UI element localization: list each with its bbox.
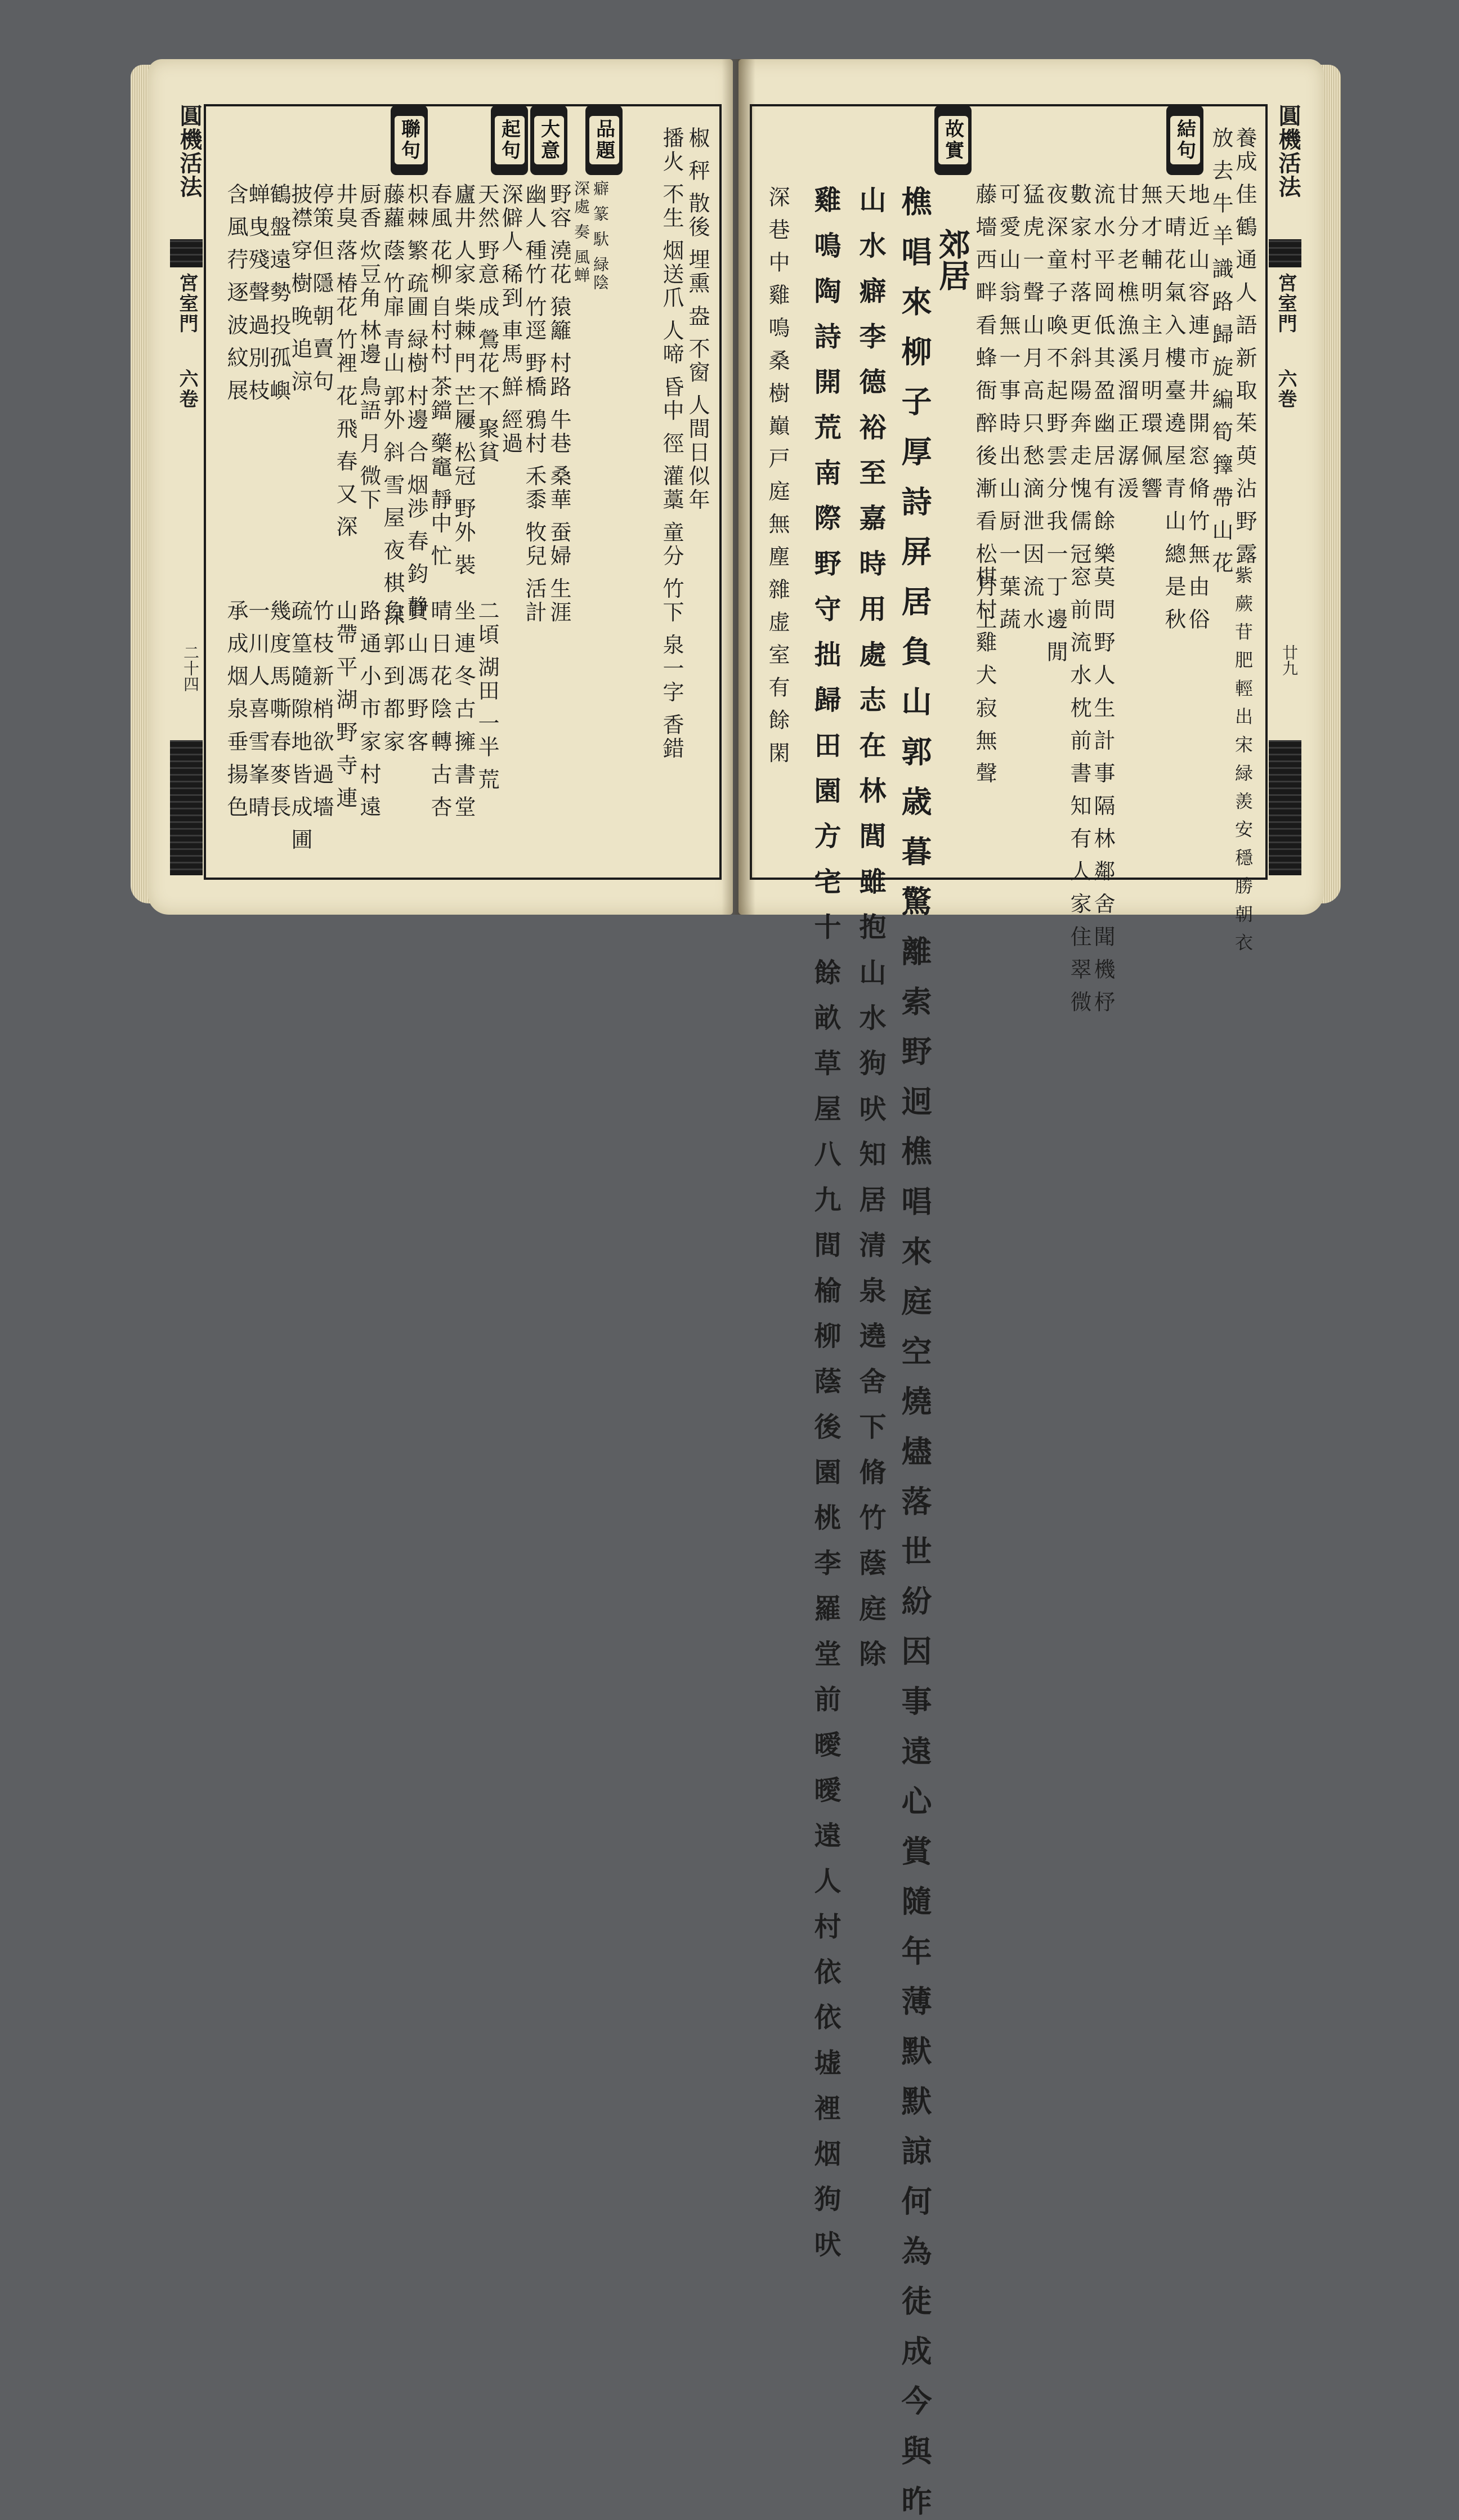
qiju-col-9: 二頃 湖田 一半 荒 — [475, 599, 499, 793]
right-black-bar-top — [1269, 239, 1301, 267]
gushi-col-4: 深 巷 中 雞 鳴 桑 樹 巔 戸 庭 無 塵 雜 虚 室 有 餘 閑 — [765, 186, 790, 766]
verse-col-11: 可 愛 山 翁 無 一 事 時 出 山 厨 一 葉 蔬 — [996, 183, 1021, 632]
lianju-col-1: 停策 但 隱 朝 賣 句 — [309, 183, 334, 394]
right-margin-band — [1269, 104, 1301, 878]
verse-col-14: 窓 前 流 水 枕 前 書 知 有 人 家 住 翠 微 — [1067, 566, 1091, 1015]
gushi-col-1: 樵 唱 來 柳 子 厚 詩 屏 居 負 山 郭 歳 暮 驚 離 索 野 迥 樵 唱 來 庭 空 燒 燼 落 世 紛 因 事 遠 心 賞 隨 年 薄 默 默 諒 何 為 徒 成 今 與 昨 — [897, 186, 933, 2520]
qiju-col-7: 厨香 炊豆角 林邊 鳥語 月 微下 — [356, 183, 381, 512]
left-book-title: 圓機活法 — [176, 104, 203, 199]
qiju-col-3: 廬井 人家 柴棘 門 芒屨 松冠 野外 裝 — [451, 183, 476, 578]
left-black-bar-bottom — [170, 740, 203, 875]
verse-col-3: 地 近 山 容 連 市 井 開 窓 脩 竹 無 由 俗 — [1185, 183, 1210, 632]
lianju-col-18: 疏 篁 隨 隙 地 皆 成 圃 — [288, 599, 312, 852]
verse-col-4: 天 晴 花 氣 入 樓 臺 遶 屋 青 山 總 是 秋 — [1161, 183, 1186, 632]
lianju-col-21: 承 成 烟 泉 垂 揚 色 — [223, 599, 248, 820]
verse-col-12: 藤 墻 西 畔 看 蜂 衙 醉 後 漸 看 松 月 上 — [972, 183, 997, 632]
verse-col-2: 放 去 牛 羊 識 路 歸 旋 編 筍 籜 帶 山 花 — [1209, 127, 1233, 576]
qiju-col-6: 藤蘿 蔭 竹扉 青山 郭外 斜 雪 屋 夜 棋 深 — [380, 183, 405, 628]
right-black-bar-bottom — [1269, 740, 1301, 875]
qiju-col-13: 負 郭 到 都 家 — [380, 599, 405, 754]
qiju-col-8: 井臭 落 椿花 竹裡 花 飛 春 又 深 — [333, 183, 357, 539]
lianju-col-20: 一 川 人 喜 雪 峯 晴 — [245, 599, 270, 820]
qiju-col-11: 晴 日 花 陰 轉 古 杏 — [427, 599, 452, 820]
qiju-col-4: 春風 花柳 自村村 茶鐺 藥竈 靜中 忙 — [427, 183, 452, 569]
lianju-col-5: 含 風 荇 逐 波 紋 展 — [223, 183, 248, 403]
label-pinti: 品題 — [585, 105, 623, 175]
lianju-col-4: 蝉 曳 殘 聲 過 別 枝 — [245, 183, 270, 403]
verse-col-8: 數 家 村 落 更 斜 陽 奔 走 愧 儒 冠 — [1067, 183, 1091, 566]
lianju-col-17: 竹 枝 新 梢 欲 過 墻 — [309, 599, 334, 820]
left-margin-band — [170, 104, 203, 878]
qiju-col-2: 天然 野意 成 鶯花 不 聚貧 — [475, 183, 499, 465]
left-volume: 六卷 — [176, 369, 198, 409]
lianju-col-19: 幾 度 馬 嘶 春 麥 長 — [266, 599, 291, 820]
qiju-col-1: 深僻人 稀到 車馬 鮮 經過 — [498, 183, 523, 456]
pinti-col-3: 癖 篆 馱 緑陰 — [591, 180, 610, 292]
left-page-number: 二十四 — [181, 644, 200, 692]
label-jieju: 結句 — [1166, 105, 1203, 175]
qiju-col-5: 枳棘 繁 疏圃 緑樹 村邊 合 烟渉 春 鈞 静 — [404, 183, 428, 619]
verse-col-16: 紫 蕨 苷 肥 輕 出 宋 緑 羨 安 穩 勝 朝 衣 — [1232, 566, 1254, 954]
label-dayi: 大意 — [530, 105, 567, 175]
qiju-col-12: 買 山 馮 野 客 — [404, 599, 428, 754]
open-book — [131, 53, 1341, 2520]
label-gushi: 故實 — [934, 105, 972, 175]
verse-col-5: 無 才 輔 明 主 月 明 環 佩 響 — [1138, 183, 1162, 501]
verse-col-9: 夜 深 童 子 喚 不 起 野 雲 分 我 一 丁 邊 閒 — [1043, 183, 1068, 665]
verse-col-10: 猛 虎 一 聲 山 月 高 只 愁 滴 泄 因 流 水 — [1019, 183, 1044, 632]
book-gutter — [722, 59, 755, 915]
right-book-title: 圓機活法 — [1275, 104, 1301, 199]
right-page-number: 廿九 — [1280, 644, 1299, 676]
lianju-col-9: 山帶 平 湖 野 寺 連 — [333, 599, 357, 811]
lianju-col-10: 路 通 小 市 家 村 遠 — [356, 599, 381, 820]
qiju-col-10: 坐 連 冬 古 擁 書 堂 — [451, 599, 476, 820]
pinti-col-2: 播火 不生 烟送爪 人啼 昏中 徑 灌藁 童分 竹下 泉一字 香錯 — [659, 127, 684, 761]
section-heading: 郊居 — [934, 228, 971, 291]
pinti-col-1: 椒 秤 散後 埋熏 盎 不窗 人間日似年 — [685, 127, 710, 512]
right-section-title: 宮室門 — [1274, 273, 1297, 334]
gushi-col-2: 山 水 癖 李 德 裕 至 嘉 時 用 處 志 在 林 閭 雖 抱 山 水 狗 吠 知 居 清 泉 遶 舍 下 脩 竹 蔭 庭 除 — [854, 186, 886, 1671]
verse-col-7: 流 水 平 岡 低 其 盈 幽 居 有 餘 樂 — [1090, 183, 1115, 566]
verse-col-13: 莫 問 野 人 生 計 事 隔 林 鄰 舍 聞 機 杼 — [1090, 566, 1115, 1015]
dayi-col-2: 幽人 種竹 竹逕 野橋 鴉村 禾黍 牧兒 活計 — [522, 183, 547, 625]
left-section-title: 宮室門 — [176, 273, 198, 334]
pinti-col-4: 深處 奏 風蝉 — [572, 180, 590, 285]
verse-col-6: 甘 分 老 樵 漁 溪 溜 正 潺 湲 — [1114, 183, 1139, 501]
label-qiju: 起句 — [491, 105, 528, 175]
right-volume: 六巻 — [1274, 369, 1297, 409]
dayi-col-1: 野容 澆花 猿籬 村路 牛巷 桑華 蚕婦 生涯 — [547, 183, 571, 625]
right-page — [739, 59, 1324, 2520]
left-page — [147, 59, 733, 915]
verse-col-1: 養成 佳 鶴 通 人 語 新 取 茱 萸 沾 野 露 — [1232, 127, 1257, 566]
verse-col-15: 棋 村 雞 犬 寂 無 聲 — [972, 566, 997, 786]
label-lianju: 聯句 — [391, 105, 428, 175]
left-black-bar-top — [170, 239, 203, 267]
lianju-col-3: 鶴 盤 遠 勢 投 孤 嶼 — [266, 183, 291, 403]
lianju-col-2: 披襟 穿 樹 晚 追 涼 — [288, 183, 312, 394]
gushi-col-3: 雞 鳴 陶 詩 開 荒 南 際 野 守 拙 歸 田 園 方 宅 十 餘 畝 草 屋 八 九 間 榆 柳 蔭 後 園 桃 李 羅 堂 前 曖 曖 遠 人 村 依 依 墟 裡 烟 狗 吠 — [809, 186, 841, 2262]
